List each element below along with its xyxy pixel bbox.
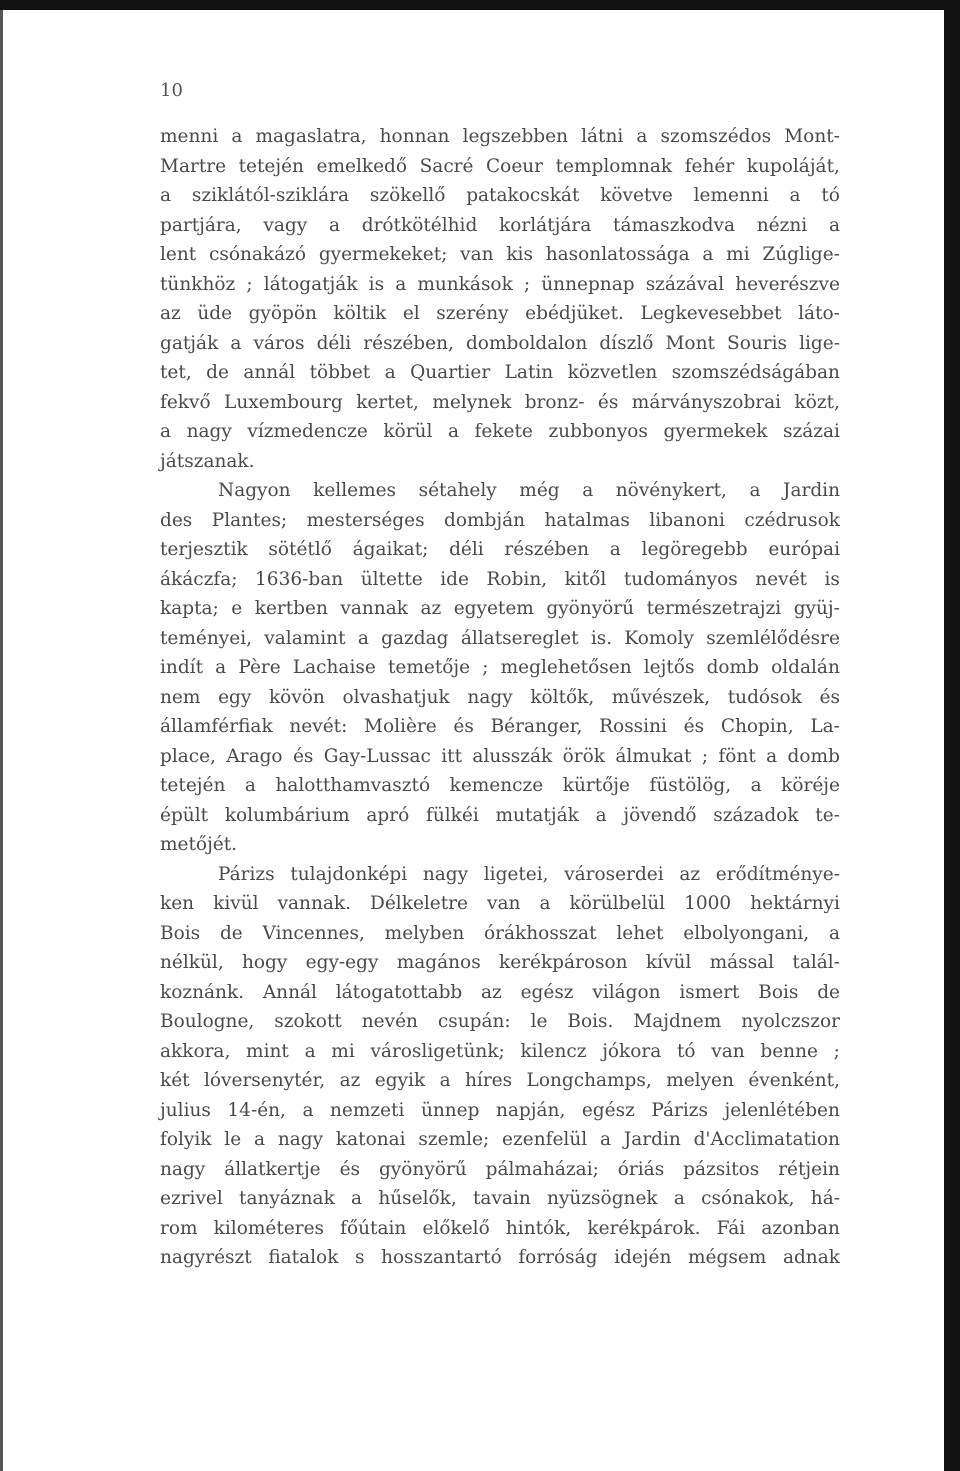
- text-line: Nagyon kellemes sétahely még a növénykert, a Jardin: [218, 480, 840, 501]
- text-line: rom kilométeres főútain előkelő hintók, kerékpárok. Fái azonban: [160, 1217, 840, 1239]
- text-line: koznánk. Annál látogatottabb az egész világon ismert Bois de: [160, 981, 840, 1003]
- text-line: épült kolumbárium apró fülkéi mutatják a jövendő századok te-: [160, 804, 840, 826]
- text-line: teményei, valamint a gazdag állatsereglet is. Komoly szemlélődésre: [160, 627, 840, 649]
- text-line: folyik le a nagy katonai szemle; ezenfelül a Jardin d'Acclimatation: [160, 1129, 840, 1150]
- text-line: tet, de annál többet a Quartier Latin közvetlen szomszédságában: [160, 362, 840, 383]
- text-line: tetején a halotthamvasztó kemencze kürtője füstölög, a köréje: [160, 775, 840, 796]
- text-line: játszanak.: [160, 450, 255, 472]
- body-text: [160, 122, 840, 1273]
- text-line: gatják a város déli részében, domboldalon díszlő Mont Souris lige-: [160, 332, 840, 354]
- text-line: menni a magaslatra, honnan legszebben látni a szomszédos Mont-: [160, 126, 840, 147]
- text-line: Boulogne, szokott nevén csupán: le Bois. Majdnem nyolczszor: [160, 1011, 840, 1032]
- text-line: a nagy vízmedencze körül a fekete zubbonyos gyermekek százai: [160, 421, 840, 442]
- text-line: ken kivül vannak. Délkeletre van a körülbelül 1000 hektárnyi: [160, 893, 840, 914]
- text-line: akkora, mint a mi városligetünk; kilencz jókora tó van benne ;: [160, 1040, 840, 1062]
- text-line: tünkhöz ; látogatják is a munkások ; ünnepnap százával heverészve: [160, 273, 840, 295]
- text-line: julius 14-én, a nemzeti ünnep napján, egész Párizs jelenlétében: [160, 1099, 840, 1121]
- text-line: fekvő Luxembourg kertet, melynek bronz- és márványszobrai közt,: [160, 391, 840, 413]
- text-line: nélkül, hogy egy-egy magános kerékpároson kívül mással talál-: [160, 952, 840, 973]
- page-left-edge: [0, 0, 3, 1471]
- text-line: place, Arago és Gay-Lussac itt alusszák örök álmukat ; fönt a domb: [160, 745, 840, 767]
- text-line: államférfiak nevét: Molière és Béranger, Rossini és Chopin, La-: [160, 716, 840, 737]
- text-line: terjesztik sötétlő ágaikat; déli részében a legöregebb európai: [160, 539, 840, 560]
- page-top-edge: [0, 0, 960, 10]
- text-line: des Plantes; mesterséges dombján hatalmas libanoni czédrusok: [160, 509, 840, 531]
- text-line: nagyrészt fiatalok s hosszantartó forróság idején mégsem adnak: [160, 1247, 840, 1268]
- text-line: partjára, vagy a drótkötélhid korlátjára támaszkodva nézni a: [160, 214, 840, 236]
- text-line: ákáczfa; 1636-ban ültette ide Robin, kitől tudományos nevét is: [160, 568, 840, 590]
- text-line: nagy állatkertje és gyönyörű pálmaházai; óriás pázsitos rétjein: [160, 1158, 840, 1180]
- text-line: Bois de Vincennes, melyben órákhosszat lehet elbolyongani, a: [160, 922, 840, 944]
- text-line: Martre tetején emelkedő Sacré Coeur templomnak fehér kupoláját,: [160, 155, 840, 177]
- text-line: lent csónakázó gyermekeket; van kis hasonlatossága a mi Zúglige-: [160, 244, 840, 265]
- page-number: 10: [160, 80, 183, 101]
- text-line: indít a Père Lachaise temetője ; meglehetősen lejtős domb oldalán: [160, 657, 840, 678]
- text-line: Párizs tulajdonképi nagy ligetei, városerdei az erődítménye-: [218, 863, 840, 885]
- page-right-edge: [944, 0, 960, 1471]
- text-line: nem egy kövön olvashatjuk nagy költők, művészek, tudósok és: [160, 686, 840, 708]
- text-line: a sziklától-sziklára szökellő patakocskát követve lemenni a tó: [160, 185, 840, 206]
- text-line: metőjét.: [160, 834, 238, 855]
- text-line: kapta; e kertben vannak az egyetem gyönyörű természetrajzi gyüj-: [160, 598, 840, 619]
- text-line: az üde gyöpön költik el szerény ebédjüket. Legkevesebbet láto-: [160, 303, 840, 324]
- text-line: két lóversenytér, az egyik a híres Longchamps, melyen évenként,: [160, 1070, 840, 1091]
- text-line: ezrivel tanyáznak a hűselők, tavain nyüzsögnek a csónakok, há-: [160, 1188, 840, 1209]
